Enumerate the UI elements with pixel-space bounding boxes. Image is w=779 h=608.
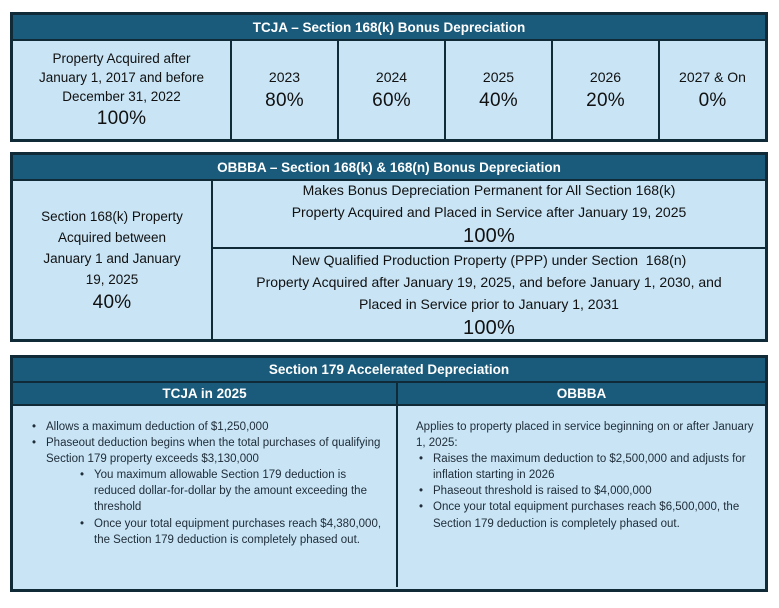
bullet-item: • Raises the maximum deduction to $2,500,000 and adjusts for inflation starting in 2026 [416,451,755,483]
year-cell-2027-and-on [658,41,765,139]
obbba-left-cell [13,181,213,341]
section-179-table [10,355,768,592]
section-179-table-header [13,358,765,383]
acquired-cell-rate: 100% [96,107,147,129]
year-rate: 40% [479,89,518,111]
obbba-table-header [13,155,765,181]
obbba-row2-rate: 100% [463,317,515,339]
obbba-row1-line-2: Property Acquired and Placed in Service after January 19, 2025 [291,204,687,220]
tcja-table-header [13,15,765,41]
year-label: 2023 [268,68,301,85]
tcja-table-title: TCJA – Section 168(k) Bonus Depreciation [252,19,526,35]
sub-bullet-item: • You maximum allowable Section 179 deduction is reduced dollar-for-dollar by the amount exceeding the threshold [77,467,386,515]
year-rate: 60% [372,89,411,111]
year-label: 2027 & On [679,68,746,85]
year-cell-2025 [444,41,551,139]
tcja-2025-column-cell [13,406,398,587]
sub-bullet-item: • Once your total equipment purchases reach $4,380,000, the Section 179 deduction is completely phased out. [77,516,386,548]
obbba-left-line-4: 19, 2025 [85,272,139,287]
section-179-subheader-row [13,383,765,406]
obbba-row1-rate: 100% [463,225,515,247]
obbba-row2-line-1: New Qualified Production Property (PPP) under Section 168(n) [291,252,687,268]
obbba-permanent-bonus-cell [213,181,765,249]
obbba-left-rate: 40% [92,292,132,313]
bullet-item: • Allows a maximum deduction of $1,250,000 [29,419,386,435]
obbba-row2-line-3: Placed in Service prior to January 1, 2031 [359,296,619,312]
year-cell-2024 [337,41,444,139]
obbba-row2-line-2: Property Acquired after January 19, 2025, and before January 1, 2030, and [256,274,722,290]
obbba-column-header: OBBBA [398,383,765,404]
obbba-left-line-3: January 1 and January [43,251,181,266]
obbba-table-body [13,181,765,339]
obbba-left-line-1: Section 168(k) Property [41,209,183,224]
year-label: 2026 [589,68,622,85]
acquired-cell-line-1: Property Acquired after [52,50,191,66]
bullet-item: • Phaseout deduction begins when the total purchases of qualifying Section 179 property exceeds $3,130,000 [29,435,386,467]
year-cell-2023 [230,41,337,139]
obbba-bullet-list [416,451,755,531]
tcja-2025-column-header: TCJA in 2025 [13,383,398,404]
obbba-table-title: OBBBA – Section 168(k) & 168(n) Bonus Depreciation [217,159,561,175]
obbba-qualified-production-cell [213,249,765,341]
obbba-left-line-2: Acquired between [57,230,167,245]
obbba-column-cell [398,406,765,587]
obbba-intro-text: Applies to property placed in service beginning on or after January 1, 2025: [416,421,754,450]
obbba-row1-line-1: Makes Bonus Depreciation Permanent for All Section 168(k) [302,182,676,198]
year-rate: 0% [698,89,727,111]
acquired-cell-line-2: January 1, 2017 and before [38,69,205,85]
tcja-2025-bullet-list [29,419,386,548]
obbba-bonus-depreciation-table [10,152,768,342]
bullet-item: • Once your total equipment purchases reach $6,500,000, the Section 179 deduction is completely phased out. [416,499,755,531]
acquired-property-cell [13,41,230,139]
year-label: 2024 [375,68,408,85]
year-label: 2025 [482,68,515,85]
tcja-bonus-depreciation-table [10,12,768,142]
year-rate: 80% [265,89,304,111]
tcja-table-body [13,41,765,139]
section-179-table-title: Section 179 Accelerated Depreciation [268,362,510,377]
section-179-table-body [13,406,765,587]
bullet-item: • Phaseout threshold is raised to $4,000,000 [416,483,755,499]
year-rate: 20% [586,89,625,111]
acquired-cell-line-3: December 31, 2022 [62,88,181,104]
year-cell-2026 [551,41,658,139]
